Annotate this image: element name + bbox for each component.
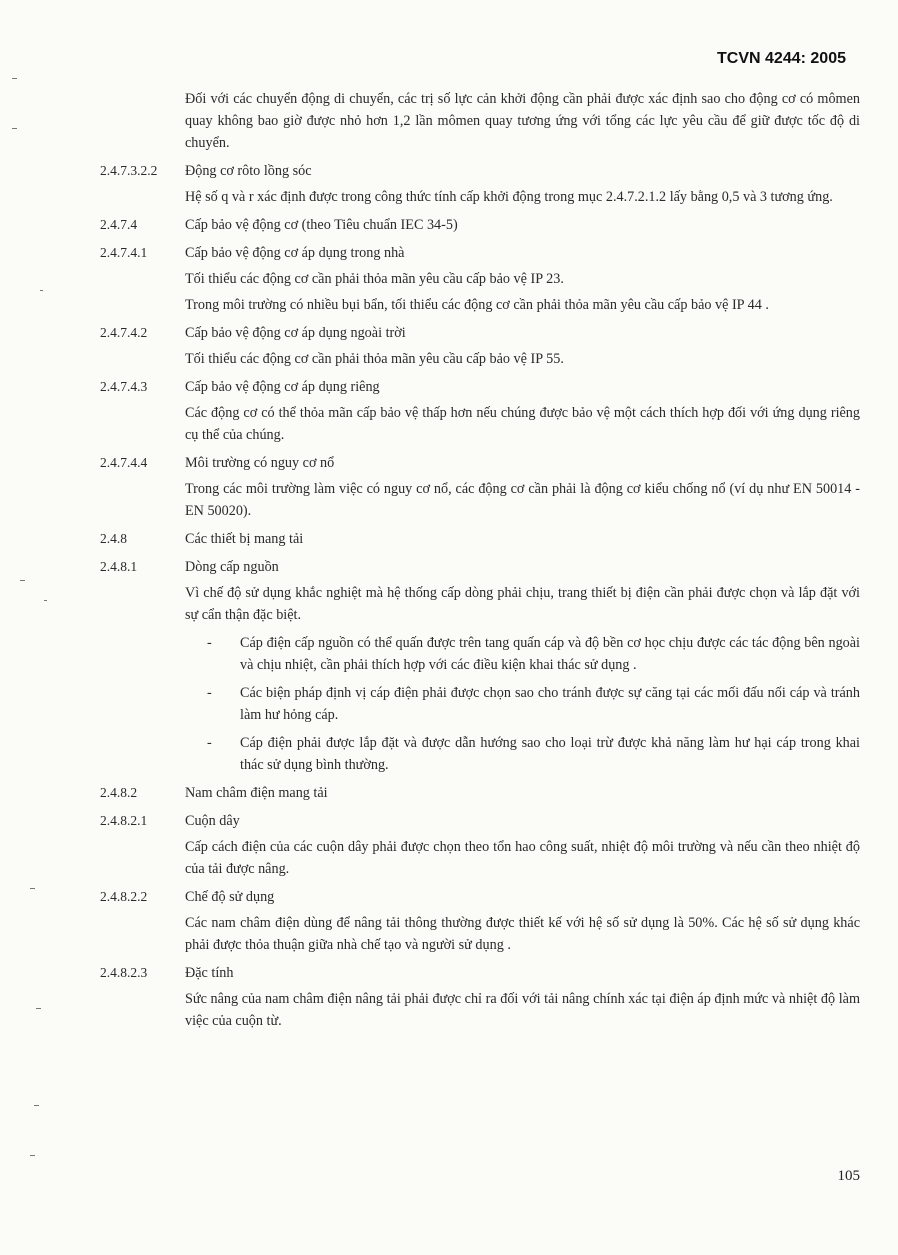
page-number: 105 [837, 1168, 860, 1184]
section-title: Các thiết bị mang tải [185, 531, 304, 547]
section-paragraph: Trong các môi trường làm việc có nguy cơ nổ, các động cơ cần phải là động cơ kiểu chống nổ (ví dụ như EN 50014 - EN 50020). [185, 481, 860, 519]
bullet-item [185, 682, 860, 726]
section-paragraph: Các nam châm điện dùng để nâng tải thông thường được thiết kế với hệ số sử dụng là 50%. Các hệ số sử dụng khác phải được thỏa thuận giữa nhà chế tạo và người sử dụng . [185, 915, 860, 953]
section-paragraph: Cấp cách điện của các cuộn dây phải được chọn theo tổn hao công suất, nhiệt độ môi trường và nếu cần theo nhiệt độ của tải được nâng. [185, 839, 860, 877]
section-number: 2.4.7.4.3 [100, 379, 148, 394]
section-title: Cấp bảo vệ động cơ (theo Tiêu chuẩn IEC 34-5) [185, 217, 458, 233]
section-paragraph: Sức nâng của nam châm điện nâng tải phải được chỉ ra đối với tải nâng chính xác tại điện áp định mức và nhiệt độ làm việc của cuộn từ. [185, 991, 860, 1029]
bullet-item [185, 632, 860, 676]
section-paragraph: Tối thiểu các động cơ cần phải thỏa mãn yêu cầu cấp bảo vệ IP 23. [185, 271, 564, 287]
section-heading [100, 782, 860, 804]
document-body [100, 88, 860, 1032]
section-paragraph: Trong môi trường có nhiều bụi bẩn, tối thiểu các động cơ cần phải thỏa mãn yêu cầu cấp bảo vệ IP 44 . [185, 297, 769, 313]
intro-paragraph: Đối với các chuyển động di chuyển, các trị số lực cản khởi động cần phải được xác định sao cho động cơ có mômen quay không bao giờ được nhỏ hơn 1,2 lần mômen quay tương ứng với tổng các lực yêu cầu để giữ được tốc độ di chuyển. [185, 91, 860, 151]
section-heading [100, 528, 860, 550]
bullet-list [185, 632, 860, 776]
section-heading [100, 322, 860, 344]
section-title: Cấp bảo vệ động cơ áp dụng riêng [185, 379, 380, 395]
section-title: Cấp bảo vệ động cơ áp dụng ngoài trời [185, 325, 406, 341]
section-heading [100, 810, 860, 832]
section-number: 2.4.8.2.3 [100, 965, 148, 980]
scan-mark [30, 888, 35, 889]
section-paragraph: Các động cơ có thể thỏa mãn cấp bảo vệ thấp hơn nếu chúng được bảo vệ một cách thích hợp đối với ứng dụng riêng cụ thể của chúng. [185, 405, 860, 443]
section-title: Nam châm điện mang tải [185, 785, 328, 801]
section-number: 2.4.7.3.2.2 [100, 163, 158, 178]
bullet-dash: - [207, 735, 212, 751]
section-number: 2.4.8.2.2 [100, 889, 148, 904]
section-number: 2.4.8.2.1 [100, 813, 148, 828]
section-heading [100, 886, 860, 908]
section-title: Cấp bảo vệ động cơ áp dụng trong nhà [185, 245, 405, 261]
scan-mark [36, 1008, 41, 1009]
standard-code: TCVN 4244: 2005 [717, 50, 846, 67]
scan-mark [12, 128, 17, 129]
scan-mark [30, 1155, 35, 1156]
section-heading [100, 452, 860, 474]
section-heading [100, 376, 860, 398]
section-heading [100, 160, 860, 182]
bullet-text: Các biện pháp định vị cáp điện phải được chọn sao cho tránh được sự căng tại các mối đấu nối cáp và tránh làm hư hỏng cáp. [240, 685, 860, 723]
section-title: Môi trường có nguy cơ nổ [185, 455, 335, 471]
scan-mark [34, 1105, 39, 1106]
scan-mark [12, 78, 17, 79]
sections [100, 160, 860, 1032]
section-title: Động cơ rôto lồng sóc [185, 163, 312, 179]
section-number: 2.4.8.2 [100, 785, 138, 800]
section-heading [100, 962, 860, 984]
bullet-text: Cáp điện phải được lắp đặt và được dẫn hướng sao cho loại trừ được khả năng làm hư hại cáp trong khai thác sử dụng bình thường. [240, 735, 860, 773]
scan-mark [20, 580, 25, 581]
section-number: 2.4.7.4.4 [100, 455, 148, 470]
section-number: 2.4.7.4 [100, 217, 138, 232]
section-number: 2.4.8 [100, 531, 127, 546]
section-title: Dòng cấp nguồn [185, 559, 279, 575]
section-title: Cuộn dây [185, 813, 240, 829]
section-heading [100, 556, 860, 578]
bullet-text: Cáp điện cấp nguồn có thể quấn được trên tang quấn cáp và độ bền cơ học chịu được các tác động bên ngoài và chịu nhiệt, cần phải thích hợp với các điều kiện khai thác sử dụng . [240, 635, 860, 673]
section-heading [100, 214, 860, 236]
section-number: 2.4.8.1 [100, 559, 138, 574]
section-heading [100, 242, 860, 264]
section-number: 2.4.7.4.1 [100, 245, 148, 260]
section-paragraph: Tối thiểu các động cơ cần phải thỏa mãn yêu cầu cấp bảo vệ IP 55. [185, 351, 564, 367]
bullet-dash: - [207, 685, 212, 701]
section-paragraph: Vì chế độ sử dụng khắc nghiệt mà hệ thống cấp dòng phải chịu, trang thiết bị điện cần phải được chọn và lắp đặt với sự cẩn thận đặc biệt. [185, 585, 860, 623]
section-title: Đặc tính [185, 965, 234, 981]
bullet-dash: - [207, 635, 212, 651]
section-number: 2.4.7.4.2 [100, 325, 148, 340]
scan-mark [44, 600, 47, 601]
bullet-item [185, 732, 860, 776]
scan-mark [40, 290, 43, 291]
section-paragraph: Hệ số q và r xác định được trong công thức tính cấp khởi động trong mục 2.4.7.2.1.2 lấy bằng 0,5 và 3 tương ứng. [185, 189, 833, 205]
section-title: Chế độ sử dụng [185, 889, 275, 905]
